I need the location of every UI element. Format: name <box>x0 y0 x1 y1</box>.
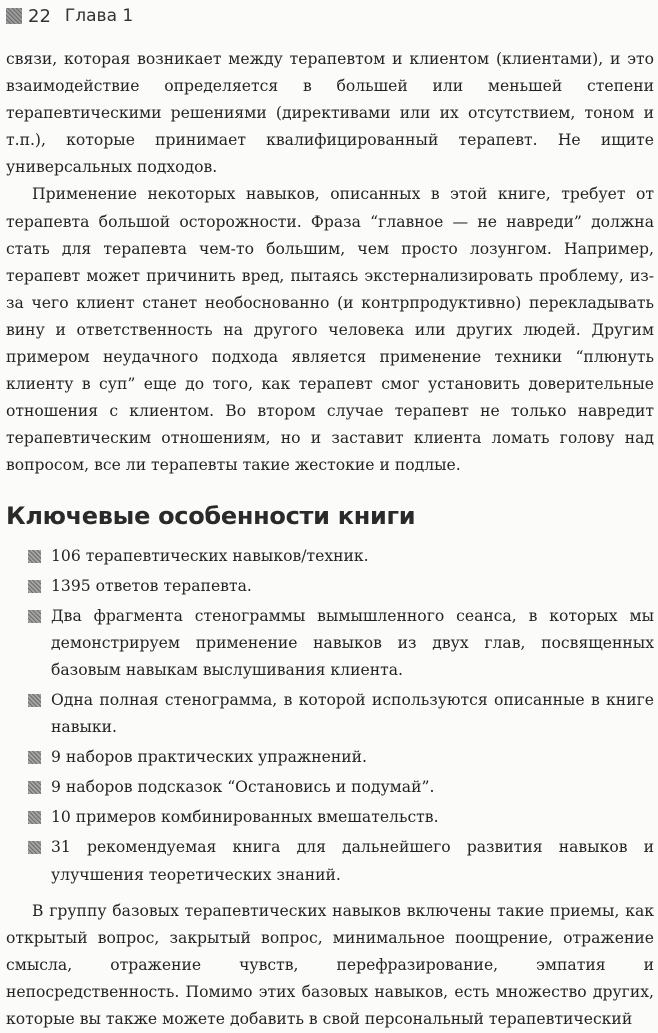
list-item-text: 9 наборов практических упражнений. <box>51 748 368 767</box>
list-item <box>6 804 654 831</box>
square-bullet-icon <box>28 811 41 824</box>
paragraph-continued: связи, которая возникает между терапевтом и клиентом (клиентами), и это взаимодействие определяется в большей или меньшей степени терапевтическими решениями (директивами или их отсутствием, тоном и т.п.), которые принимает квалифицированный терапевт. Не ищите универсальных подходов. <box>6 50 654 177</box>
square-bullet-icon <box>28 841 41 854</box>
square-bullet-icon <box>28 751 41 764</box>
list-item-text: 10 примеров комбинированных вмешательств. <box>51 808 439 827</box>
features-list <box>6 543 654 889</box>
section-heading: Ключевые особенности книги <box>6 501 416 530</box>
list-item <box>6 543 654 570</box>
list-item <box>6 744 654 771</box>
list-item <box>6 687 654 741</box>
square-bullet-icon <box>28 610 41 623</box>
page-marker-square <box>6 8 22 24</box>
body-text <box>6 46 654 1033</box>
list-item <box>6 573 654 600</box>
paragraph-caution: Применение некоторых навыков, описанных в этой книге, требует от терапевта большой осторожности. Фраза “главное — не навреди” должна стать для терапевта чем-то большим, чем просто лозунгом. Например, терапевт может причинить вред, пытаясь экстернализировать проблему, из-за чего клиент станет необоснованно (и контрпродуктивно) перекладывать вину и ответственность на другого человека или других людей. Другим примером неудачного подхода является применение техники “плюнуть клиенту в суп” еще до того, как терапевт смог установить доверительные отношения с клиентом. Во втором случае терапевт не только навредит терапевтическим отношениям, но и заставит клиента ломать голову над вопросом, все ли терапевты такие жестокие и подлые. <box>6 185 654 475</box>
chapter-label: Глава 1 <box>64 6 134 26</box>
list-item-text: 9 наборов подсказок “Остановись и подумай”. <box>51 778 435 797</box>
page-number: 22 <box>28 5 51 27</box>
paragraph-basic-skills: В группу базовых терапевтических навыков включены такие приемы, как открытый вопрос, закрытый вопрос, минимальное поощрение, отражение смысла, отражение чувств, перефразирование, эмпатия и непосредственность. Помимо этих базовых навыков, есть множество других, которые вы также можете добавить в свой персональный терапевтический <box>6 901 654 1028</box>
list-item-text: Одна полная стенограмма, в которой используются описанные в книге навыки. <box>51 690 654 737</box>
square-bullet-icon <box>28 781 41 794</box>
list-item-text: 1395 ответов терапевта. <box>51 576 252 595</box>
square-bullet-icon <box>28 550 41 563</box>
list-item <box>6 774 654 801</box>
square-bullet-icon <box>28 694 41 707</box>
running-head <box>6 2 133 30</box>
square-bullet-icon <box>28 580 41 593</box>
list-item-text: Два фрагмента стенограммы вымышленного сеанса, в которых мы демонстрируем применение навыков из двух глав, посвященных базовым навыкам выслушивания клиента. <box>51 606 654 679</box>
list-item-text: 31 рекомендуемая книга для дальнейшего развития навыков и улучшения теоретических знаний. <box>51 838 654 884</box>
list-item <box>6 834 654 888</box>
list-item-text: 106 терапевтических навыков/техник. <box>51 546 369 565</box>
list-item <box>6 603 654 684</box>
